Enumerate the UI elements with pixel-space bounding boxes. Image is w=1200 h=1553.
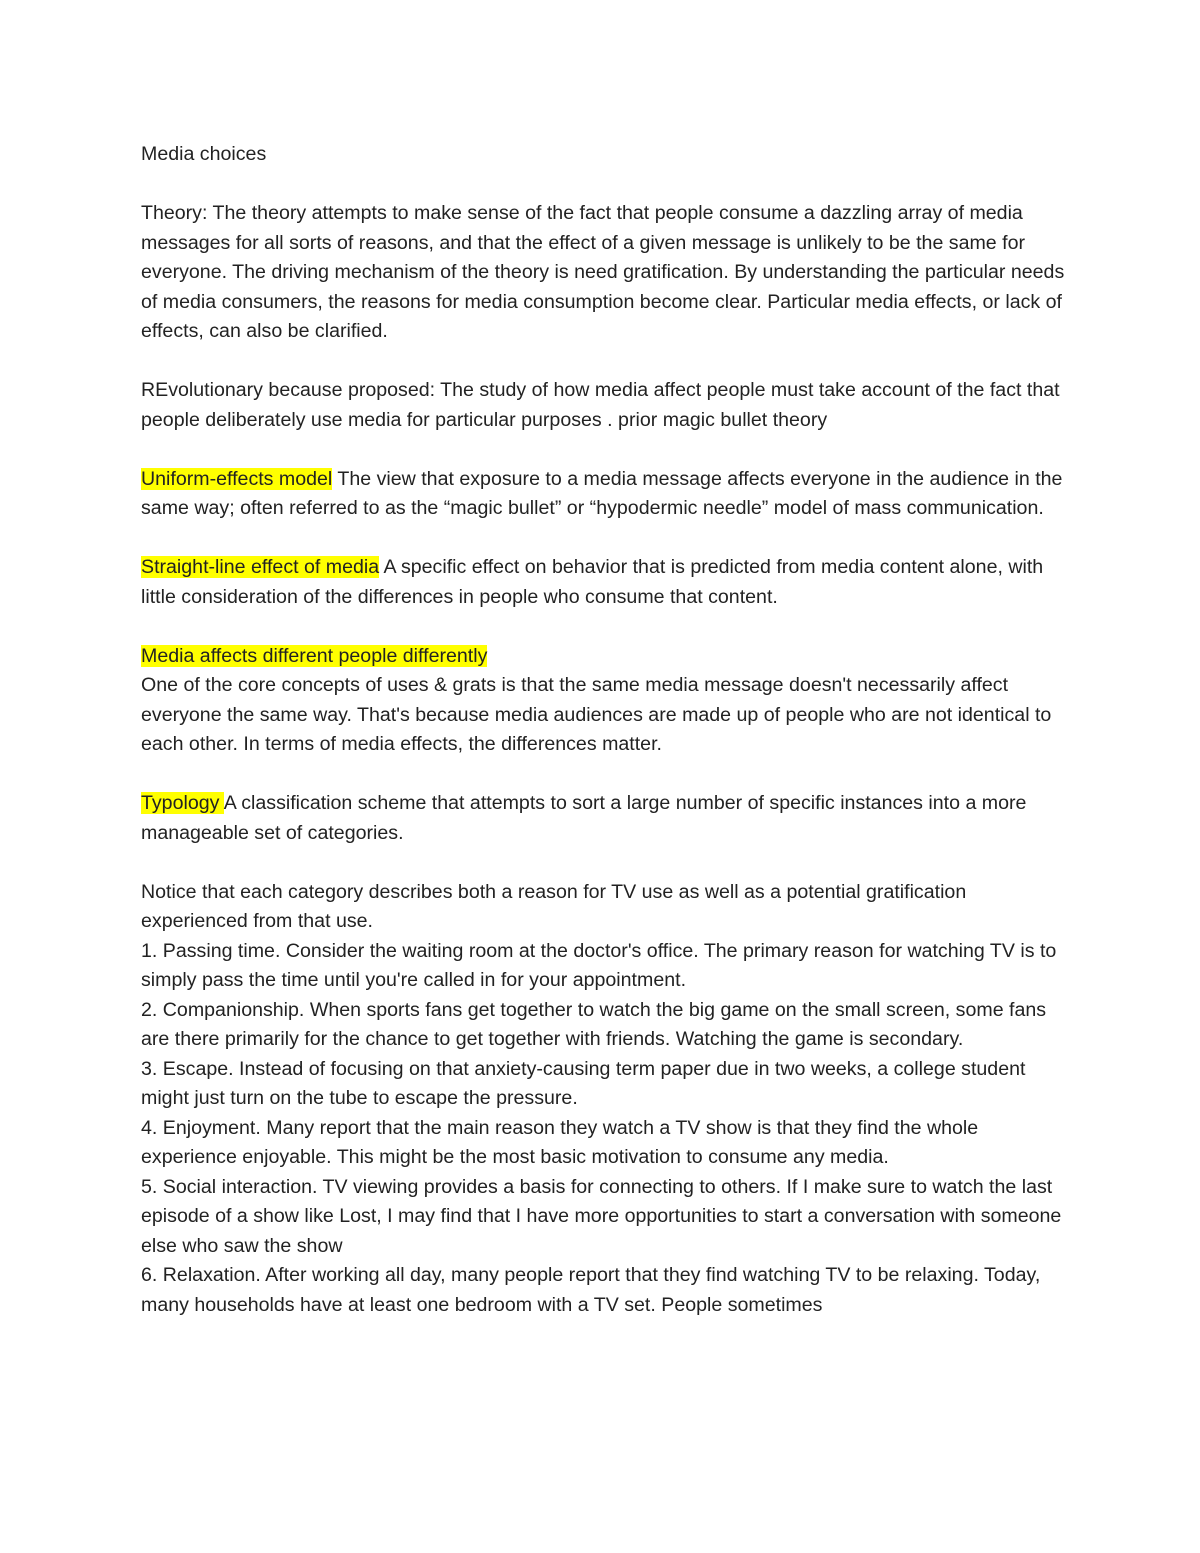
notice-paragraph: Notice that each category describes both a reason for TV use as well as a potential gratification experienced from that use.	[141, 880, 967, 932]
media-affects-term: Media affects different people differently	[141, 644, 488, 667]
uniform-effects-definition: The view that exposure to a media message affects everyone in the audience in the same way; often referred to as the “magic bullet” or “hypodermic needle” model of mass communication.	[141, 467, 1063, 519]
list-item-escape: 3. Escape. Instead of focusing on that anxiety-causing term paper due in two weeks, a college student might just turn on the tube to escape the pressure.	[141, 1057, 1026, 1109]
straight-line-definition: A specific effect on behavior that is predicted from media content alone, with little consideration of the differences in people who consume that content.	[141, 556, 1044, 608]
revolutionary-paragraph: REvolutionary because proposed: The study of how media affect people must take account of the fact that people deliberately use media for particular purposes . prior magic bullet theory	[141, 379, 1060, 431]
straight-line-term: Straight-line effect of media	[141, 556, 380, 578]
document-title: Media choices	[141, 143, 267, 165]
spacer	[141, 612, 1071, 642]
spacer	[141, 435, 1071, 465]
list-item-relaxation: 6. Relaxation. After working all day, many people report that they find watching TV to be relaxing. Today, many households have at least one bedroom with a TV set. People sometimes	[141, 1264, 1041, 1316]
list-item-enjoyment: 4. Enjoyment. Many report that the main reason they watch a TV show is that they find the whole experience enjoyable. This might be the most basic motivation to consume any media.	[141, 1116, 979, 1168]
spacer	[141, 347, 1071, 377]
spacer	[141, 848, 1071, 878]
document-body	[141, 140, 1071, 1320]
spacer	[141, 170, 1071, 200]
uniform-effects-term: Uniform-effects model	[141, 467, 333, 490]
typology-term: Typology	[141, 792, 224, 814]
media-affects-body: One of the core concepts of uses & grats is that the same media message doesn't necessarily affect everyone the same way. That's because media audiences are made up of people who are not identical to each other. In terms of media effects, the differences matter.	[141, 674, 1052, 755]
spacer	[141, 524, 1071, 554]
straight-line-paragraph	[141, 553, 1071, 612]
spacer	[141, 760, 1071, 790]
theory-paragraph: Theory: The theory attempts to make sense of the fact that people consume a dazzling array of media messages for all sorts of reasons, and that the effect of a given message is unlikely to be the same for everyone. The driving mechanism of the theory is need gratification. By understanding the particular needs of media consumers, the reasons for media consumption become clear. Particular media effects, or lack of effects, can also be clarified.	[141, 202, 1065, 342]
list-item-social-interaction: 5. Social interaction. TV viewing provides a basis for connecting to others. If I make sure to watch the last episode of a show like Lost, I may find that I have more opportunities to start a conversation with someone else who saw the show	[141, 1175, 1062, 1257]
media-affects-heading	[141, 642, 1071, 672]
list-item-passing-time: 1. Passing time. Consider the waiting room at the doctor's office. The primary reason for watching TV is to simply pass the time until you're called in for your appointment.	[141, 939, 1057, 991]
typology-definition: A classification scheme that attempts to sort a large number of specific instances into a more manageable set of categories.	[141, 792, 1027, 844]
uniform-effects-paragraph	[141, 465, 1071, 524]
list-item-companionship: 2. Companionship. When sports fans get together to watch the big game on the small screen, some fans are there primarily for the chance to get together with friends. Watching the game is secondary.	[141, 998, 1047, 1050]
typology-paragraph	[141, 789, 1071, 848]
